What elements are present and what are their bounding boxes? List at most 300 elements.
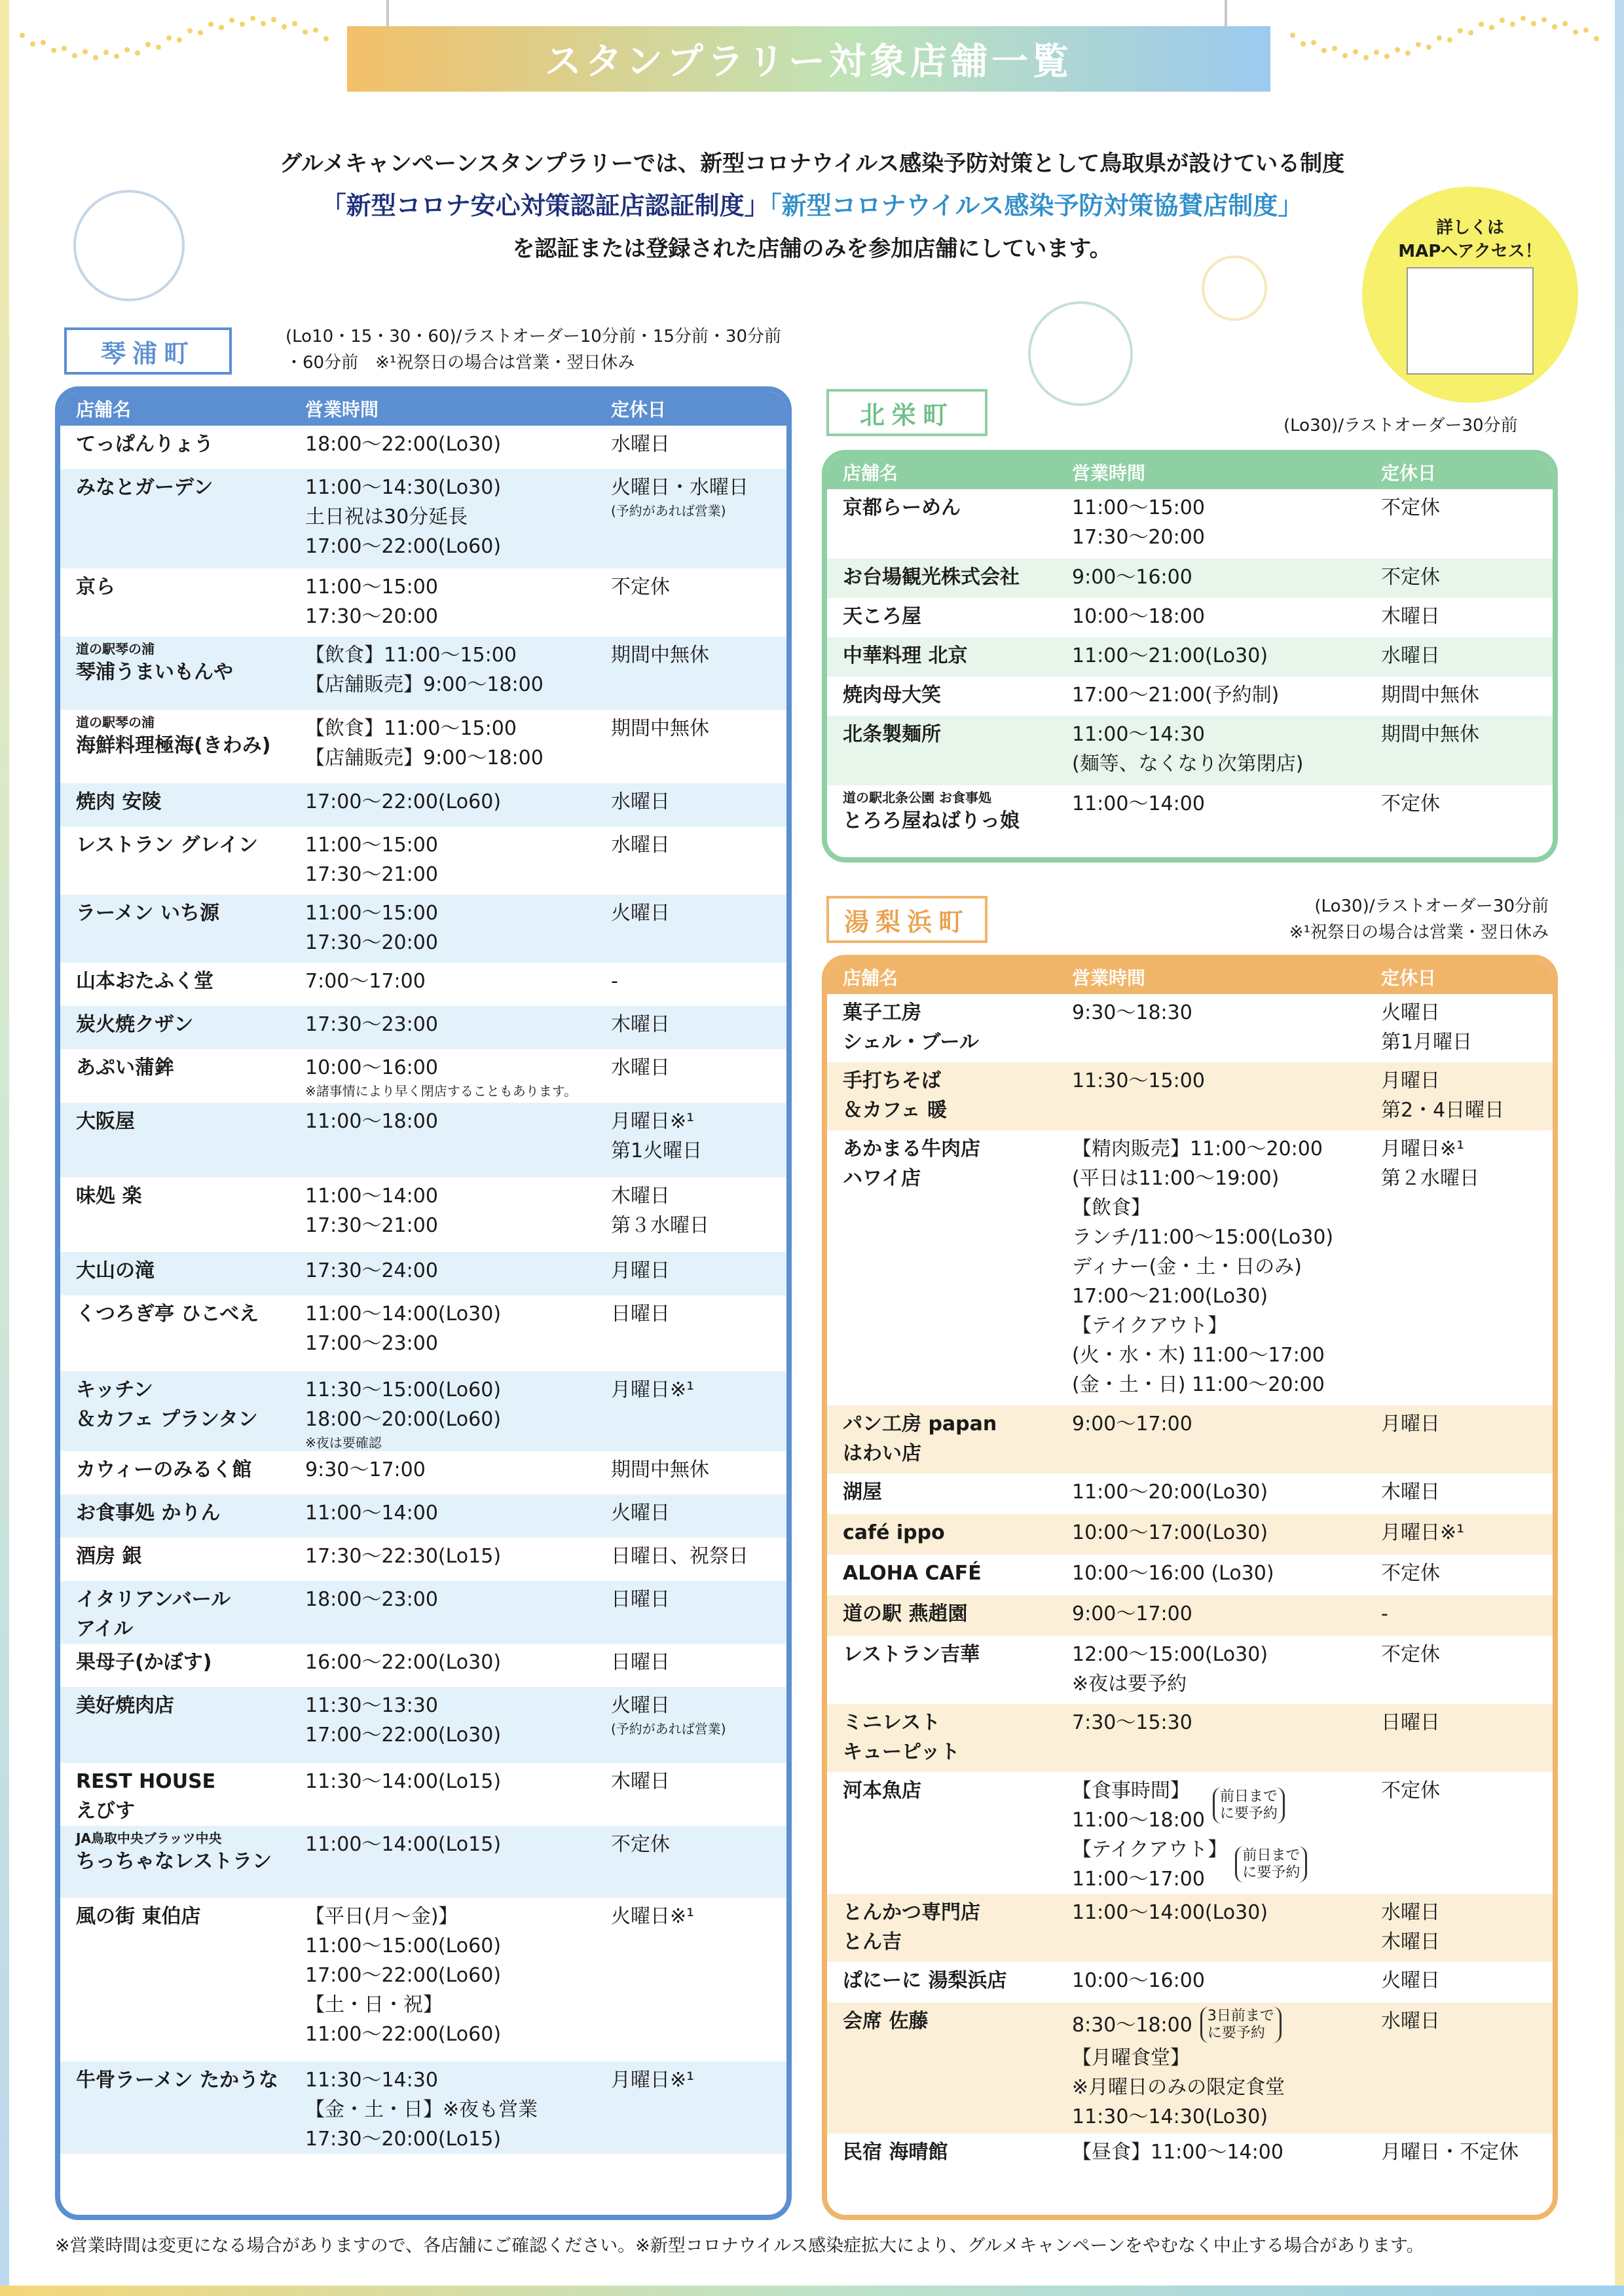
table-header [60,392,786,426]
shop-hours: 11:00〜14:00(Lo30) 17:00〜23:00 [305,1303,502,1355]
kotoura-note-line-2: ・60分前 ※¹祝祭日の場合は営業・翌日休み [286,353,635,373]
reservation-note: 前日まで に要予約 [1235,1846,1307,1883]
header-name: 店舗名 [843,967,898,989]
table-row [827,1704,1553,1772]
shop-closed-days: 水曜日 [611,790,670,813]
bunting-dot [51,48,56,53]
yurihama-note [1267,893,1549,946]
shop-closed-days: 不定休 [1381,1779,1440,1802]
bunting-dot [1510,22,1515,27]
shop-name: 北条製麺所 [843,723,941,746]
table-row [827,598,1553,637]
bunting-dot [41,40,46,45]
table-row [60,1581,786,1644]
table-row [827,489,1553,559]
intro-system-1: 「新型コロナ安心対策認証店認証制度」 [321,191,769,220]
shop-name: ALOHA CAFÉ [843,1562,982,1585]
table-row [827,2134,1553,2176]
shop-hours: 11:30〜14:00(Lo15) [305,1770,502,1793]
table-row [60,469,786,568]
bunting-dot [114,54,119,59]
shop-hours: 【飲食】11:00〜15:00 【店舗販売】9:00〜18:00 [305,644,544,696]
shop-hours: 10:00〜16:00 [1072,1969,1205,1992]
shop-name: ぱにーに 湯梨浜店 [843,1969,1007,1992]
shop-hours: 11:00〜14:00 17:30〜21:00 [305,1185,438,1237]
shop-closed-days: 木曜日 [1381,605,1440,628]
shop-name: お台場観光株式会社 [843,566,1020,589]
shop-hours: 11:00〜14:00 [1072,792,1205,815]
shop-name: カウィーのみるく館 [76,1458,252,1481]
table-row [827,2003,1553,2134]
bunting-dot [323,36,329,41]
bunting-dot [303,29,308,35]
shop-hours: 11:00〜15:00 17:30〜20:00 [305,902,438,954]
table-row [60,637,786,710]
bunting-dot [250,16,255,21]
shop-closed-days: 月曜日・不定休 [1381,2141,1519,2164]
shop-name: 牛骨ラーメン たかうな [76,2069,278,2092]
shop-hours: 11:00〜14:00 [305,1502,438,1525]
shop-name: ミニレスト キューピット [843,1711,960,1764]
bunting-dot [1405,50,1411,56]
bunting-dot [208,22,213,27]
bunting-dot [1468,30,1473,35]
shop-closed-days: - [1381,1602,1388,1625]
bunting-dot [135,50,140,56]
shop-hours: 7:30〜15:30 [1072,1711,1192,1734]
bunting-dot [1594,36,1599,41]
shop-name: 菓子工房 シェル・ブール [843,1001,979,1054]
shop-name: JA鳥取中央ブラッツ中央 ちっちゃなレストラン [76,1830,272,1873]
shop-hours: 11:00〜18:00 [305,1110,438,1133]
shop-name: 手打ちそば ＆カフェ 暖 [843,1069,947,1122]
table-row [827,1772,1553,1894]
hokuei-note [1283,413,1518,439]
bunting-dot [72,53,77,58]
shop-hours: 18:00〜23:00 [305,1588,438,1611]
table-row [827,1555,1553,1595]
header-hours: 営業時間 [1072,462,1146,484]
shop-hours: 17:30〜24:00 [305,1259,438,1282]
shop-closed-days: 不定休 [1381,566,1440,589]
bunting-dot [1426,45,1431,50]
shop-hours: 10:00〜16:00 ※諸事情により早く閉店することもあります。 [305,1056,578,1099]
shop-name: 会席 佐藤 [843,2010,929,2033]
bunting-dot [1353,49,1358,54]
shop-hours: 7:00〜17:00 [305,970,426,993]
shop-name: 風の街 東伯店 [76,1905,201,1928]
bunting-dot [1573,29,1578,35]
bunting-dot [93,55,98,60]
table-row [827,1636,1553,1704]
bunting-dot [1416,42,1421,47]
shop-closed-days: 火曜日※¹ [611,1905,695,1928]
shop-closed-days: 期間中無休 [1381,723,1479,746]
shop-hours: 11:00〜15:00 17:30〜20:00 [305,576,438,628]
shop-closed-days: 不定休 [611,576,670,599]
bunting-dot [177,37,182,43]
shop-name: 湖屋 [843,1481,882,1504]
shop-closed-days: 日曜日 [611,1651,670,1674]
bunting-decoration-left [20,0,334,79]
shop-name: 道の駅北条公園 お食事処 とろろ屋ねばりっ娘 [843,790,1020,832]
table-row [60,826,786,895]
table-row [60,1252,786,1295]
bunting-dot [240,22,245,27]
shop-closed-days: 水曜日 [1381,2010,1440,2033]
bunting-dot [1342,53,1348,58]
shop-hours: 9:00〜17:00 [1072,1602,1192,1625]
table-row [827,637,1553,676]
bunting-dot [1363,55,1369,60]
table-row [60,1494,786,1538]
shop-name: 美好焼肉店 [76,1694,174,1717]
shop-hours: 11:00〜14:00(Lo30) [1072,1901,1268,1924]
shop-hours: 10:00〜17:00(Lo30) [1072,1521,1268,1544]
shop-name: 京ら [76,576,115,599]
qr-code[interactable] [1408,268,1532,373]
bunting-dot [292,21,297,26]
bunting-dot [271,17,276,22]
table-row [60,2062,786,2154]
hokuei-note-line-1: (Lo30)/ラストオーダー30分前 [1283,416,1518,435]
table-row [60,1644,786,1687]
shop-closed-days: 不定休 [611,1833,670,1856]
shop-hours: 11:00〜15:00 17:30〜21:00 [305,834,438,886]
page-title: スタンプラリー対象店舗一覧 [545,41,1073,83]
shop-name: 大山の滝 [76,1259,155,1282]
table-row [60,783,786,826]
shop-hours: 17:00〜22:00(Lo60) [305,790,502,813]
table-header [827,455,1553,489]
shop-name: てっぱんりょう [76,433,213,456]
shop-name: イタリアンバール アイル [76,1588,231,1640]
shop-closed-days: 不定休 [1381,1643,1440,1666]
frame-right [1615,0,1624,2296]
yurihama-table [822,955,1558,2220]
shop-hours: 11:00〜15:00 17:30〜20:00 [1072,496,1205,549]
bunting-dot [166,35,172,41]
table-row [827,1894,1553,1962]
shop-closed-days: 月曜日※¹ 第1火曜日 [611,1110,703,1162]
frame-left [0,0,9,2296]
shop-closed-days: 月曜日※¹ [1381,1521,1465,1544]
qr-caption-line-2: MAPへアクセス！ [1398,242,1542,261]
shop-name: 京都らーめん [843,496,961,519]
reservation-note: 3日前まで に要予約 [1200,2007,1282,2043]
shop-hours: 11:30〜15:00(Lo60) 18:00〜20:00(Lo60) ※夜は要確認 [305,1379,502,1451]
table-row [827,1962,1553,2003]
bunting-dot [1521,16,1526,21]
intro-line-1: グルメキャンペーンスタンプラリーでは、新型コロナウイルス感染予防対策として鳥取県が設けている制度 [279,151,1345,177]
shop-hours: 10:00〜18:00 [1072,605,1205,628]
shop-closed-days: 火曜日・水曜日 (予約があれば営業) [611,476,748,519]
shop-name: 道の駅琴の浦 琴浦うまいもんや [76,641,233,684]
table-row [827,785,1553,844]
bunting-dot [20,33,25,38]
table-row [827,676,1553,716]
shop-hours: 【飲食】11:00〜15:00 【店舗販売】9:00〜18:00 [305,717,544,769]
shop-name: REST HOUSE えびす [76,1770,216,1823]
bunting-dot [30,41,35,46]
shop-closed-days: 不定休 [1381,1562,1440,1585]
header-name: 店舗名 [76,399,132,420]
shop-name: 天ころ屋 [843,605,921,628]
shop-name: パン工房 papan はわい店 [843,1413,997,1465]
header-hours: 営業時間 [305,399,379,420]
shop-hours: 17:30〜23:00 [305,1013,438,1036]
table-row [60,568,786,637]
bunting-dot [1384,54,1390,59]
table-row [60,1103,786,1177]
shop-name: あかまる牛肉店 ハワイ店 [843,1138,980,1190]
shop-name: 炭火焼クザン [76,1013,194,1036]
shop-hours: 【精肉販売】11:00〜20:00 (平日は11:00〜19:00) 【飲食】 ランチ/11:00〜15:00(Lo30) ディナー(金・土・日のみ) 17:00〜21:00(Lo30) 【テイクアウト】 (火・水・木) 11:00〜17:00 (金・土・日) 11:00〜20:00 [1072,1138,1334,1396]
shop-name: キッチン ＆カフェ プランタン [76,1379,258,1431]
shop-name: 山本おたふく堂 [76,970,213,993]
shop-closed-days: 日曜日 [1381,1711,1440,1734]
shop-hours: 12:00〜15:00(Lo30) ※夜は要予約 [1072,1643,1268,1695]
bunting-dot [1552,24,1557,29]
shop-closed-days: 不定休 [1381,496,1440,519]
shop-closed-days: 月曜日※¹ 第２水曜日 [1381,1138,1479,1190]
stamp-seal-icon [1028,301,1133,406]
header-closed: 定休日 [1381,967,1437,989]
bunting-dot [1321,48,1327,53]
bunting-dot [62,46,67,51]
shop-name: 民宿 海晴館 [843,2141,948,2164]
shop-name: くつろぎ亭 ひこべえ [76,1303,259,1325]
area-tag-yurihama: 湯梨浜町 [826,896,987,943]
bunting-dot [1301,41,1306,46]
shop-closed-days: 火曜日 (予約があれば営業) [611,1694,726,1737]
shop-closed-days: 火曜日 第1月曜日 [1381,1001,1473,1054]
shop-hours: 17:30〜22:30(Lo15) [305,1545,502,1568]
table-row [60,895,786,963]
shop-closed-days: 水曜日 [611,1056,670,1079]
shop-closed-days: 期間中無休 [611,644,709,667]
kotoura-note-line-1: (Lo10・15・30・60)/ラストオーダー10分前・15分前・30分前 [286,327,782,346]
shop-name: 酒房 銀 [76,1545,142,1568]
bunting-dot [1437,35,1442,41]
bunting-dot [187,28,193,33]
bunting-dot [1541,17,1547,22]
bunting-dot [1562,21,1568,26]
table-row [60,1177,786,1252]
shop-hours: 11:00〜14:00(Lo15) [305,1833,502,1856]
bunting-dot [1374,50,1379,55]
footer-note: ※営業時間は変更になる場合がありますので、各店舗にご確認ください。※新型コロナウイルス感染症拡大により、グルメキャンペーンをやむなく中止する場合があります。 [55,2236,1424,2256]
shop-closed-days: 日曜日 [611,1588,670,1611]
shop-name: 焼肉母大笑 [843,684,941,707]
area-tag-kotoura: 琴浦町 [64,327,232,375]
table-row [60,1687,786,1763]
shop-name: 味処 楽 [76,1185,142,1208]
shop-closed-days: 火曜日 [611,1502,670,1525]
shop-hours: 9:30〜17:00 [305,1458,426,1481]
table-header [827,960,1553,994]
intro-line-2 [0,185,1624,228]
table-row [827,559,1553,598]
title-banner [347,26,1270,92]
table-row [60,1006,786,1049]
bunting-dot [282,24,287,29]
qr-caption [1382,216,1559,263]
shop-closed-days: 水曜日 木曜日 [1381,1901,1440,1953]
table-row [60,963,786,1006]
yurihama-note-line-2: ※¹祝祭日の場合は営業・翌日休み [1289,923,1549,942]
table-row [827,1514,1553,1555]
shop-hours: 【平日(月〜金)】 11:00〜15:00(Lo60) 17:00〜22:00(Lo60) 【土・日・祝】 11:00〜22:00(Lo60) [305,1905,502,2046]
bunting-dot [156,45,161,50]
table-row [60,710,786,783]
shop-hours: 17:00〜21:00(予約制) [1072,684,1280,707]
area-tag-hokuei: 北栄町 [826,389,987,436]
bunting-dot [1447,37,1452,43]
table-row [60,1371,786,1451]
hokuei-table [822,450,1558,862]
shop-name: 河本魚店 [843,1779,921,1802]
header-name: 店舗名 [843,462,898,484]
bunting-dot [198,30,203,35]
table-row [827,1405,1553,1473]
shop-closed-days: 木曜日 [611,1013,670,1036]
table-row [60,1295,786,1371]
stamp-seal-icon [1202,255,1267,321]
shop-hours: 11:00〜14:30(Lo30) 土日祝は30分延長 17:00〜22:00(Lo60) [305,476,502,558]
shop-closed-days: 不定休 [1381,792,1440,815]
bunting-dot [1479,22,1484,27]
shop-hours: 【昼食】11:00〜14:00 [1072,2141,1283,2164]
table-row [827,1595,1553,1636]
shop-name: レストラン吉華 [843,1643,980,1666]
shop-closed-days: 期間中無休 [611,1458,709,1481]
bunting-dot [261,21,266,26]
header-closed: 定休日 [611,399,667,420]
shop-name: 中華料理 北京 [843,644,968,667]
shop-closed-days: 月曜日 第2・4日曜日 [1381,1069,1505,1122]
shop-closed-days: 日曜日、祝祭日 [611,1545,748,1568]
reservation-note: 前日まで に要予約 [1213,1787,1285,1824]
stamp-seal-icon [73,190,185,301]
bunting-dot [1458,28,1463,33]
table-row [60,1049,786,1103]
shop-closed-days: 水曜日 [1381,644,1440,667]
shop-hours: 9:00〜16:00 [1072,566,1192,589]
table-row [60,1898,786,2062]
shop-closed-days: 木曜日 [1381,1481,1440,1504]
shop-name: 大阪屋 [76,1110,135,1133]
bunting-dot [1290,33,1295,38]
qr-caption-line-1: 詳しくは [1435,218,1504,238]
bunting-dot [103,50,109,55]
table-row [60,1538,786,1581]
shop-closed-days: 月曜日 [611,1259,670,1282]
shop-hours: 10:00〜16:00 (Lo30) [1072,1562,1274,1585]
shop-hours: 8:30〜18:00 3日前まで に要予約 【月曜食堂】 ※月曜日のみの限定食堂 11:30〜14:30(Lo30) [1072,2008,1285,2128]
shop-hours: 9:30〜18:30 [1072,1001,1192,1024]
bunting-dot [1489,25,1494,30]
shop-hours: 11:30〜13:30 17:00〜22:00(Lo30) [305,1694,502,1747]
shop-closed-days: 月曜日※¹ [611,1379,695,1401]
shop-hours: 11:00〜21:00(Lo30) [1072,644,1268,667]
table-row [60,1763,786,1826]
shop-hours: 16:00〜22:00(Lo30) [305,1651,502,1674]
shop-closed-days: 火曜日 [611,902,670,925]
shop-closed-days: 水曜日 [611,834,670,857]
shop-hours: 11:30〜15:00 [1072,1069,1205,1092]
bunting-dot [1311,40,1316,45]
shop-hours: 9:00〜17:00 [1072,1413,1192,1435]
shop-closed-days: 期間中無休 [1381,684,1479,707]
shop-closed-days: 期間中無休 [611,717,709,740]
shop-closed-days: 日曜日 [611,1303,670,1325]
bunting-dot [83,49,88,54]
kotoura-note [286,324,781,376]
bunting-decoration-right [1290,0,1604,79]
table-row [827,1130,1553,1405]
intro-system-2: 「新型コロナウイルス感染予防対策協賛店制度」 [769,191,1303,220]
shop-name: 果母子(かぼす) [76,1651,212,1674]
kotoura-table [55,386,792,2220]
shop-name: 焼肉 安陵 [76,790,162,813]
bunting-dot [1332,46,1337,51]
shop-name: 道の駅 燕趙園 [843,1602,968,1625]
bunting-dot [145,42,151,47]
bunting-dot [229,18,234,23]
table-row [827,994,1553,1062]
shop-closed-days: 月曜日※¹ [611,2069,695,2092]
shop-closed-days: 水曜日 [611,433,670,456]
shop-hours: 【食事時間】 11:00〜18:00 前日まで に要予約 【テイクアウト】 11:00〜17:00 前日まで に要予約 [1069,1776,1377,1894]
shop-closed-days: 月曜日 [1381,1413,1440,1435]
header-hours: 営業時間 [1072,967,1146,989]
shop-name: お食事処 かりん [76,1502,221,1525]
bunting-dot [1500,18,1505,23]
shop-closed-days: 火曜日 [1381,1969,1440,1992]
shop-name: ラーメン いち源 [76,902,219,925]
table-row [60,426,786,469]
shop-hours: 11:00〜14:30 (麺等、なくなり次第閉店) [1072,723,1304,775]
header-closed: 定休日 [1381,462,1437,484]
shop-closed-days: - [611,970,618,993]
shop-hours: 18:00〜22:00(Lo30) [305,433,502,456]
shop-name: 道の駅琴の浦 海鮮料理極海(きわみ) [76,714,271,757]
shop-closed-days: 木曜日 [611,1770,670,1793]
shop-name: レストラン グレイン [76,834,259,857]
shop-name: みなとガーデン [76,476,213,499]
bunting-dot [313,28,318,33]
bunting-dot [219,25,224,30]
shop-name: あぷい蒲鉾 [76,1056,174,1079]
table-row [60,1826,786,1898]
table-row [827,716,1553,785]
shop-name: café ippo [843,1521,945,1544]
table-row [827,1473,1553,1514]
intro-line-3: を認証または登録された店舗のみを参加店舗にしています。 [512,236,1112,262]
bunting-dot [124,47,130,52]
bunting-dot [1531,21,1536,26]
table-row [60,1451,786,1494]
shop-closed-days: 木曜日 第３水曜日 [611,1185,709,1237]
bunting-dot [1395,47,1400,52]
shop-hours: 11:30〜14:30 【金・土・日】※夜も営業 17:30〜20:00(Lo15) [305,2069,538,2151]
shop-name: とんかつ専門店 とん吉 [843,1901,980,1953]
yurihama-note-line-1: (Lo30)/ラストオーダー30分前 [1314,897,1549,916]
table-row [827,1062,1553,1130]
shop-hours: 11:00〜20:00(Lo30) [1072,1481,1268,1504]
bunting-dot [1583,28,1589,33]
